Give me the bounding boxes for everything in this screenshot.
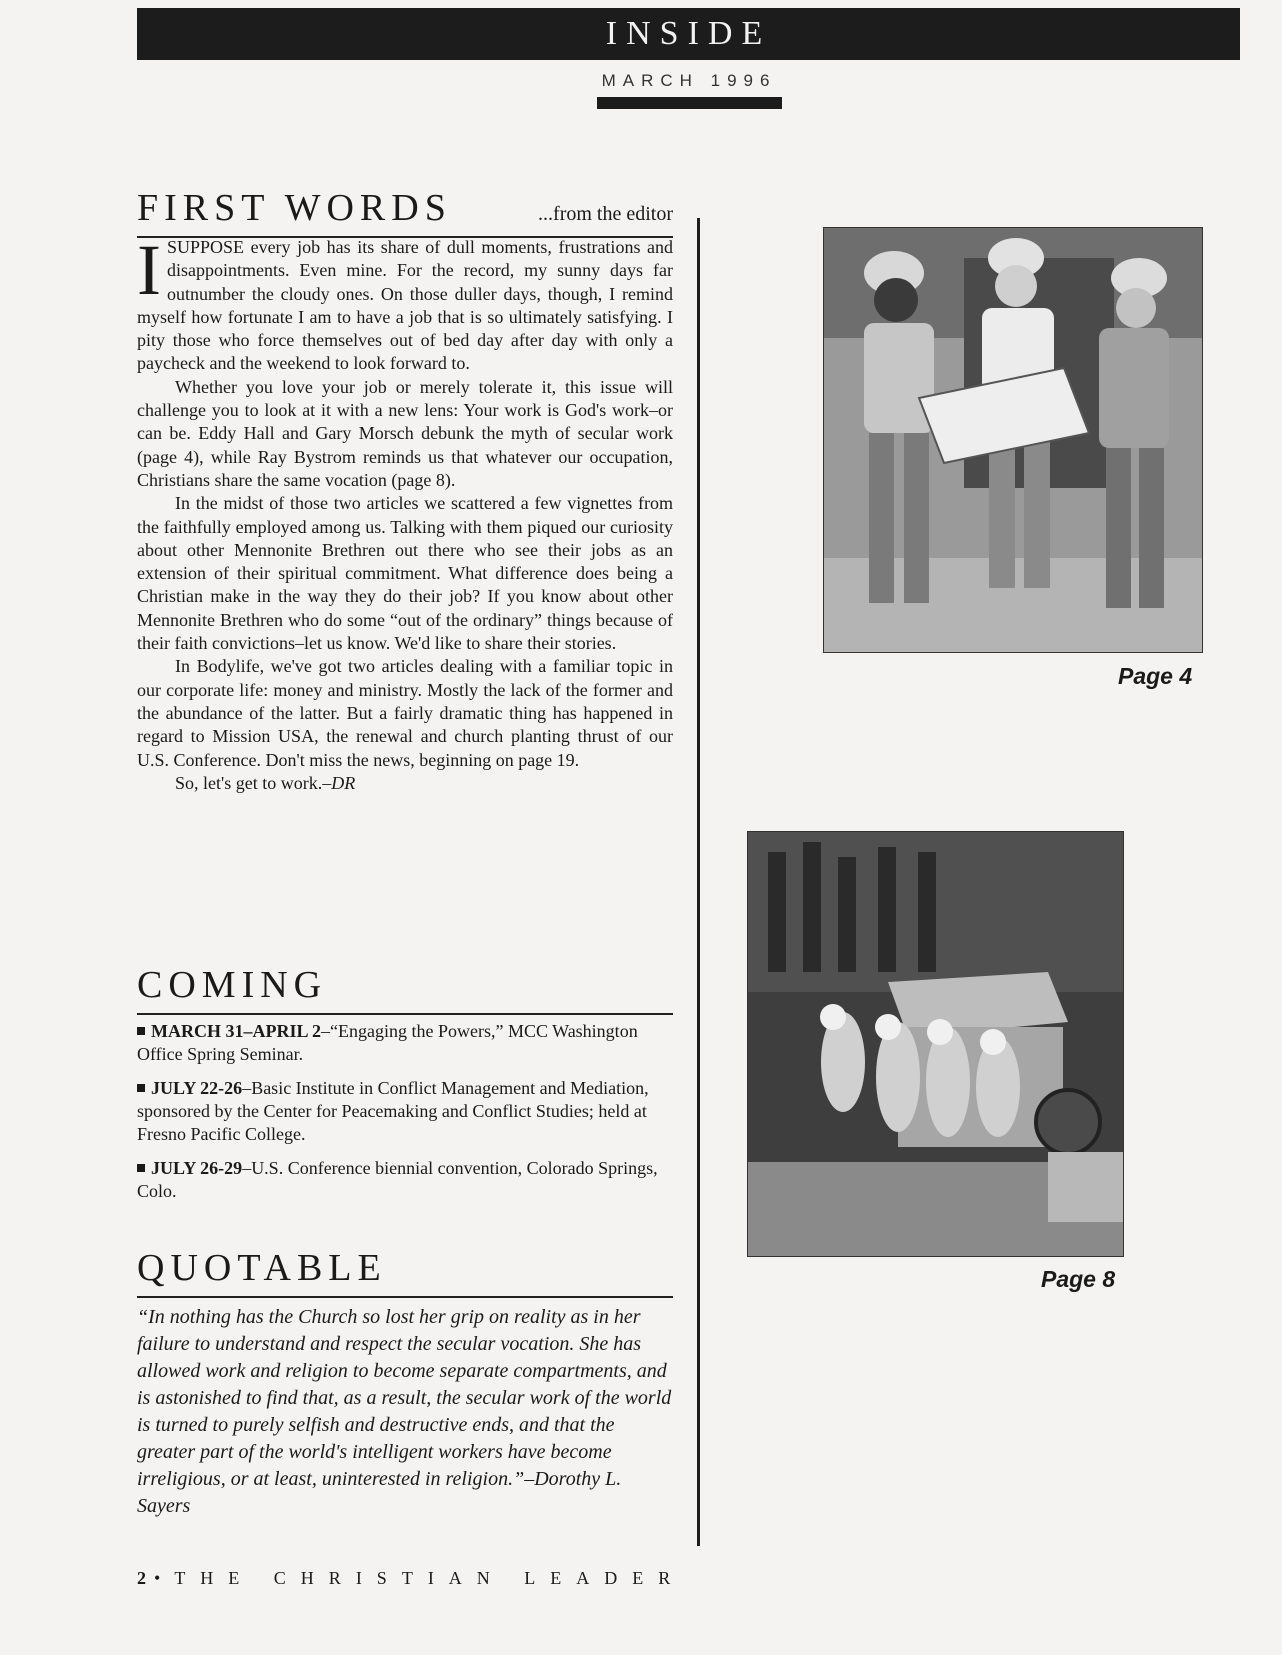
coming-header: [137, 963, 673, 1015]
editorial-paragraph: Whether you love your job or merely tolerate it, this issue will challenge you to look at it with a new lens: Your work is God's work–or can be. Eddy Hall and Gary Morsch debunk the myth of secular work (page 4), while Ray Bystrom reminds us that whatever our occupation, Christians share the same vocation (page 8).: [137, 376, 673, 490]
publication-name: THE CHRISTIAN LEADER: [174, 1568, 686, 1588]
construction-workers-illustration: [824, 228, 1202, 652]
quotable-text: “In nothing has the Church so lost her grip on reality as in her failure to understand and respect the secular vocation. She has allowed work and religion to become separate compartments, and is astonished to find that, as a result, the secular work of the world is turned to purely selfish and destructive ends, and that the greater part of the world's intelligent workers have become irreligious, or at least, uninterested in religion.”–Dorothy L. Sayers: [137, 1306, 672, 1517]
page-footer: [137, 1568, 685, 1589]
photo-caption: Page 8: [1041, 1266, 1116, 1292]
event-item: [137, 1020, 673, 1066]
quotable-heading: QUOTABLE: [137, 1247, 387, 1289]
laborers-engraving: [747, 831, 1124, 1257]
editorial-paragraph: In the midst of those two articles we scattered a few vignettes from the faithfully employed among us. Talking with them piqued our curiosity about other Mennonite Brethren out there who see their jobs as an extension of their spiritual commitment. What difference does being a Christian make in the way they do their job? If you know about other Mennonite Brethren who do some “out of the ordinary” things because of their faith convictions–let us know. We'd like to share their stories.: [137, 493, 673, 654]
quotable-header: [137, 1246, 673, 1298]
issue-date: MARCH 1996: [601, 71, 777, 90]
construction-workers-photo: [823, 227, 1203, 653]
event-description: –“Engaging the Powers,” MCC Washington Office Spring Seminar.: [137, 1021, 638, 1064]
event-date: MARCH 31–APRIL 2: [151, 1021, 321, 1041]
page-number: 2: [137, 1568, 146, 1588]
event-date: JULY 26-29: [151, 1158, 243, 1178]
footer-separator: •: [154, 1568, 161, 1588]
editor-signature: –DR: [322, 772, 356, 793]
bullet-square-icon: [137, 1084, 145, 1092]
coming-heading: COMING: [137, 964, 328, 1006]
issue-date-bar: [597, 97, 782, 109]
editorial-closing: So, let's get to work.–DR: [175, 772, 356, 793]
first-words-subheading: ...from the editor: [538, 203, 673, 225]
masthead-banner: INSIDE: [137, 8, 1240, 60]
editorial-paragraph: I SUPPOSE every job has its share of dull moments, frustrations and disappointments. Even mine. For the record, my sunny days far outnumber the cloudy ones. On those duller days, though, I remind myself how fortunate I am to have a job that is so ultimately satisfying. I pity those who force themselves out of bed day after day with only a paycheck and the weekend to look forward to.: [137, 230, 673, 374]
event-description: –U.S. Conference biennial convention, Colorado Springs, Colo.: [137, 1158, 658, 1201]
event-item: [137, 1157, 673, 1203]
laborers-pushing-stone-illustration: [748, 832, 1123, 1256]
coming-events-list: [137, 1020, 673, 1214]
event-date: JULY 22-26: [151, 1078, 243, 1098]
first-words-header: [137, 186, 673, 238]
event-description: –Basic Institute in Conflict Management and Mediation, sponsored by the Center for Peacemaking and Conflict Studies; held at Fresno Pacific College.: [137, 1078, 649, 1144]
photo-caption: Page 4: [1118, 663, 1193, 689]
editorial-paragraph: In Bodylife, we've got two articles dealing with a familiar topic in our corporate life: money and ministry. Mostly the lack of the former and the abundance of the latter. But a fairly dramatic thing has happened in regard to Mission USA, the renewal and church planting thrust of our U.S. Conference. Don't miss the news, beginning on page 19.: [137, 656, 673, 770]
editorial-body: [137, 230, 673, 795]
first-words-heading: FIRST WORDS: [137, 187, 452, 229]
column-divider: [697, 218, 700, 1546]
bullet-square-icon: [137, 1164, 145, 1172]
bullet-square-icon: [137, 1027, 145, 1035]
event-item: [137, 1077, 673, 1146]
drop-cap: I: [137, 230, 161, 310]
